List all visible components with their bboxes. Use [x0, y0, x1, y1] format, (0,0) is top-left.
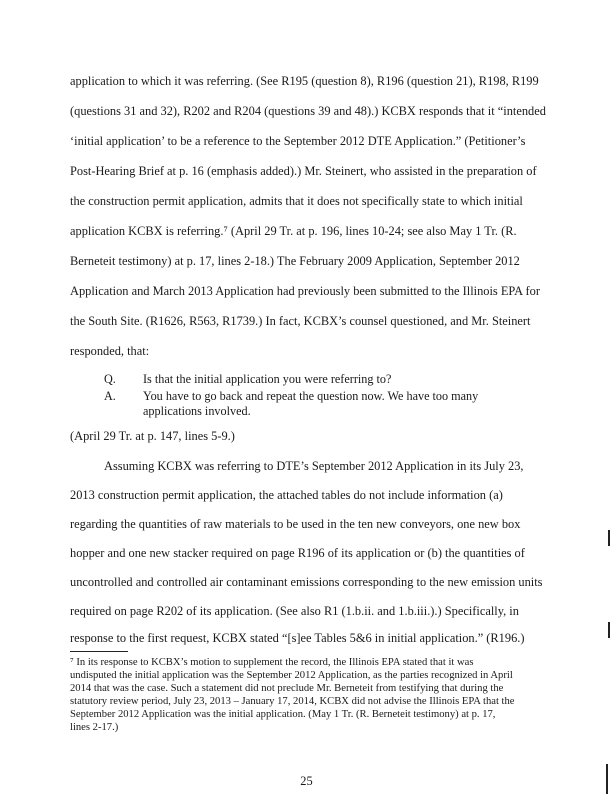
citation: (April 29 Tr. at p. 147, lines 5-9.) [70, 429, 235, 443]
body-line: ‘initial application’ to be a reference to the September 2012 DTE Application.” (Petitioner’s [70, 134, 526, 148]
body-line: responded, that: [70, 344, 150, 358]
qa-question-text: Is that the initial application you were referring to? [143, 372, 392, 386]
scan-edge-mark [608, 530, 610, 546]
body-line: hopper and one new stacker required on page R196 of its application or (b) the quantities of [70, 546, 525, 560]
body-line: Assuming KCBX was referring to DTE’s September 2012 Application in its July 23, [104, 459, 524, 473]
footnote-divider [70, 651, 128, 652]
body-line: the construction permit application, admits that it does not specifically state to which initial [70, 194, 523, 208]
body-line: regarding the quantities of raw materials to be used in the ten new conveyors, one new box [70, 517, 521, 531]
body-line: Application and March 2013 Application had previously been submitted to the Illinois EPA for [70, 284, 540, 298]
footnote-line: lines 2-17.) [70, 722, 119, 733]
body-line: Post-Hearing Brief at p. 16 (emphasis added).) Mr. Steinert, who assisted in the preparation of [70, 164, 537, 178]
qa-answer-label: A. [104, 389, 116, 403]
page-number: 25 [300, 774, 313, 788]
body-line: application to which it was referring. (See R195 (question 8), R196 (question 21), R198, R199 [70, 74, 539, 88]
body-line: the South Site. (R1626, R563, R1739.) In fact, KCBX’s counsel questioned, and Mr. Steinert [70, 314, 531, 328]
body-line: response to the first request, KCBX stated “[s]ee Tables 5&6 in initial application.” (R196.) [70, 631, 525, 645]
body-line: 2013 construction permit application, the attached tables do not include information (a) [70, 488, 503, 502]
body-line: required on page R202 of its application. (See also R1 (1.b.ii. and 1.b.iii.).) Specifically, in [70, 604, 519, 618]
footnote-line: ⁷ In its response to KCBX’s motion to supplement the record, the Illinois EPA stated that it was [70, 657, 474, 668]
qa-answer-text: You have to go back and repeat the question now. We have too many [143, 389, 479, 403]
body-line: Berneteit testimony) at p. 17, lines 2-18.) The February 2009 Application, September 2012 [70, 254, 520, 268]
qa-answer-text: applications involved. [143, 404, 251, 418]
body-line: application KCBX is referring.⁷ (April 29 Tr. at p. 196, lines 10-24; see also May 1 Tr. (R. [70, 224, 517, 238]
footnote-line: statutory review period, July 23, 2013 – January 17, 2014, KCBX did not advise the Illinois EPA that the [70, 696, 515, 707]
body-line: uncontrolled and controlled air contaminant emissions corresponding to the new emission units [70, 575, 543, 589]
footnote-line: 2014 that was the case. Such a statement did not preclude Mr. Berneteit from testifying that during the [70, 683, 504, 694]
footnote-line: September 2012 Application was the initial application. (May 1 Tr. (R. Berneteit testimony) at p. 17, [70, 709, 496, 720]
footnote-line: undisputed the initial application was the September 2012 Application, as the parties recognized in April [70, 670, 513, 681]
qa-question-label: Q. [104, 372, 116, 386]
scan-edge-mark [608, 622, 610, 638]
body-line: (questions 31 and 32), R202 and R204 (questions 39 and 48).) KCBX responds that it “intended [70, 104, 546, 118]
scan-edge-mark [606, 764, 608, 794]
